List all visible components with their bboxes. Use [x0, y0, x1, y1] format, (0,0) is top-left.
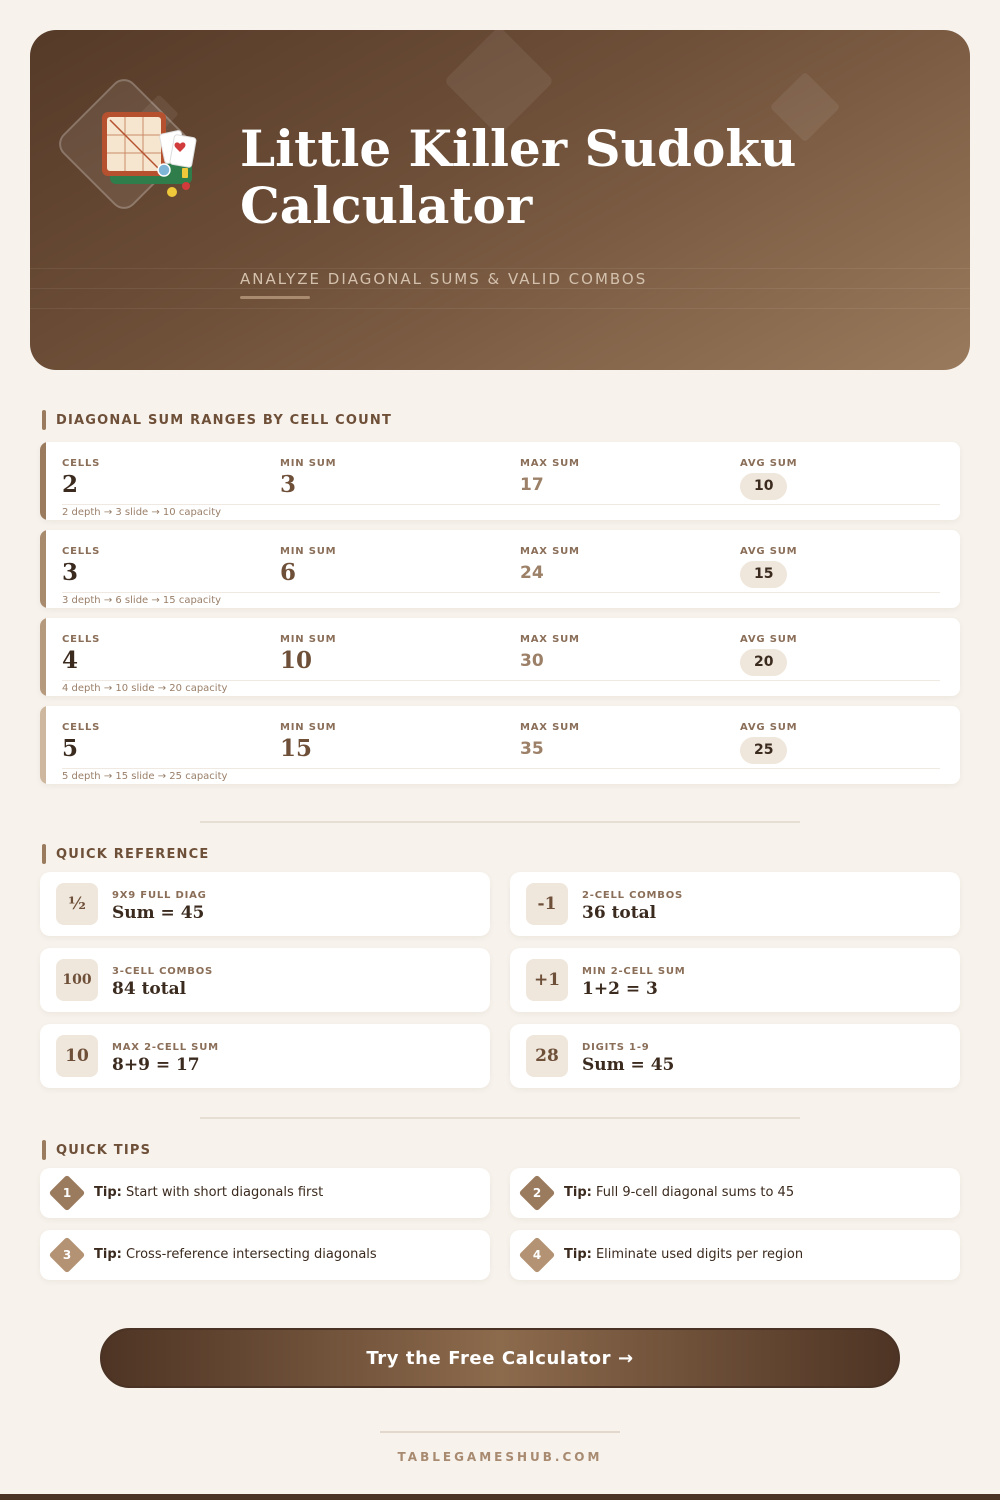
reference-icon: 28: [526, 1035, 568, 1077]
hero-line: [30, 268, 970, 269]
range-card: [40, 706, 960, 784]
tip-card: [40, 1168, 490, 1218]
cells-value: 4: [62, 647, 79, 674]
cells-col: [62, 546, 100, 586]
cells-col: [62, 722, 100, 762]
range-card: [40, 530, 960, 608]
reference-value: 84 total: [112, 979, 187, 999]
cells-label: CELLS: [62, 546, 101, 557]
tip-number-badge: [524, 1242, 550, 1268]
max-label: MAX SUM: [520, 546, 580, 557]
range-card: [40, 618, 960, 696]
cells-col: [62, 458, 100, 498]
tip-card: [510, 1230, 960, 1280]
range-card-accent: [40, 442, 46, 520]
reference-card: [510, 948, 960, 1012]
tip-number: 2: [532, 1186, 542, 1200]
reference-value: 36 total: [582, 903, 657, 923]
tip-body: Cross-reference intersecting diagonals: [125, 1247, 377, 1262]
sudoku-board-cards-icon: [92, 106, 212, 216]
max-value: 24: [520, 563, 544, 583]
min-label: MIN SUM: [280, 458, 337, 469]
reference-card: [40, 948, 490, 1012]
tip-prefix: Tip:: [564, 1185, 592, 1200]
avg-badge: 15: [740, 561, 787, 588]
tip-number: 1: [62, 1186, 72, 1200]
avg-badge: 25: [740, 737, 787, 764]
tip-body: Full 9-cell diagonal sums to 45: [595, 1185, 795, 1200]
hero-line: [30, 308, 970, 309]
range-card-accent: [40, 706, 46, 784]
tip-text: [564, 1185, 794, 1200]
avg-badge: 10: [740, 473, 787, 500]
title-line-2: Calculator: [240, 176, 533, 235]
tip-prefix: Tip:: [564, 1247, 592, 1262]
range-note: 2 depth → 3 slide → 10 capacity: [62, 507, 222, 518]
max-col: [520, 722, 580, 759]
min-label: MIN SUM: [280, 546, 337, 557]
avg-label: AVG SUM: [740, 722, 798, 733]
range-note: 4 depth → 10 slide → 20 capacity: [62, 683, 228, 694]
reference-icon: +1: [526, 959, 568, 1001]
range-card-accent: [40, 618, 46, 696]
range-divider: [62, 592, 940, 593]
min-value: 10: [280, 647, 313, 674]
cells-value: 2: [62, 471, 79, 498]
avg-col: [740, 634, 797, 676]
range-divider: [62, 680, 940, 681]
tip-text: [564, 1247, 803, 1262]
reference-label: MIN 2-CELL SUM: [582, 966, 686, 977]
reference-value: Sum = 45: [112, 903, 205, 923]
reference-value: 1+2 = 3: [582, 979, 658, 999]
tip-prefix: Tip:: [94, 1247, 122, 1262]
min-value: 6: [280, 559, 297, 586]
footer-site-link[interactable]: TABLEGAMESHUB.COM: [397, 1450, 603, 1464]
section-divider: [200, 821, 800, 823]
reference-label: 2-CELL COMBOS: [582, 890, 684, 901]
tip-prefix: Tip:: [94, 1185, 122, 1200]
cells-label: CELLS: [62, 458, 101, 469]
range-card: [40, 442, 960, 520]
reference-icon: ½: [56, 883, 98, 925]
cells-value: 5: [62, 735, 79, 762]
max-label: MAX SUM: [520, 634, 580, 645]
min-col: [280, 458, 336, 498]
reference-icon: 10: [56, 1035, 98, 1077]
max-value: 30: [520, 651, 544, 671]
max-value: 35: [520, 739, 544, 759]
footer-divider: [380, 1431, 620, 1433]
try-calculator-button[interactable]: Try the Free Calculator →: [100, 1328, 900, 1388]
min-col: [280, 634, 336, 674]
bottom-bar: [0, 1494, 1000, 1500]
range-divider: [62, 768, 940, 769]
reference-icon: -1: [526, 883, 568, 925]
cells-label: CELLS: [62, 634, 101, 645]
min-label: MIN SUM: [280, 722, 337, 733]
min-label: MIN SUM: [280, 634, 337, 645]
min-value: 3: [280, 471, 297, 498]
reference-label: MAX 2-CELL SUM: [112, 1042, 219, 1053]
reference-card: [40, 872, 490, 936]
avg-col: [740, 722, 797, 764]
avg-col: [740, 458, 797, 500]
page-title: [240, 120, 940, 234]
tips-heading: [42, 1140, 151, 1160]
min-col: [280, 722, 336, 762]
tip-number-badge: [54, 1242, 80, 1268]
reference-card: [510, 1024, 960, 1088]
tip-body: Eliminate used digits per region: [595, 1247, 804, 1262]
tip-card: [510, 1168, 960, 1218]
tip-number-badge: [524, 1180, 550, 1206]
range-note: 5 depth → 15 slide → 25 capacity: [62, 771, 228, 782]
title-line-1: Little Killer Sudoku: [240, 119, 797, 178]
tip-card: [40, 1230, 490, 1280]
ranges-heading-text: DIAGONAL SUM RANGES BY CELL COUNT: [56, 412, 393, 428]
hero-banner: [30, 30, 970, 370]
cells-value: 3: [62, 559, 79, 586]
tips-heading-text: QUICK TIPS: [56, 1142, 152, 1158]
heading-bar: [42, 1140, 46, 1160]
tip-number-badge: [54, 1180, 80, 1206]
reference-icon: 100: [56, 959, 98, 1001]
max-col: [520, 634, 580, 671]
reference-heading: [42, 844, 209, 864]
max-col: [520, 458, 580, 495]
range-note: 3 depth → 6 slide → 15 capacity: [62, 595, 222, 606]
range-card-accent: [40, 530, 46, 608]
hero-subtitle: ANALYZE DIAGONAL SUMS & VALID COMBOS: [240, 270, 648, 288]
tip-text: [94, 1247, 377, 1262]
ranges-heading: [42, 410, 392, 430]
cells-label: CELLS: [62, 722, 101, 733]
avg-col: [740, 546, 797, 588]
max-value: 17: [520, 475, 544, 495]
tip-text: [94, 1185, 323, 1200]
tip-body: Start with short diagonals first: [125, 1185, 324, 1200]
range-divider: [62, 504, 940, 505]
max-label: MAX SUM: [520, 722, 580, 733]
avg-label: AVG SUM: [740, 458, 798, 469]
hero-line: [30, 288, 970, 289]
max-label: MAX SUM: [520, 458, 580, 469]
heading-bar: [42, 410, 46, 430]
reference-value: 8+9 = 17: [112, 1055, 200, 1075]
avg-label: AVG SUM: [740, 634, 798, 645]
reference-card: [510, 872, 960, 936]
tip-number: 4: [532, 1248, 542, 1262]
section-divider: [200, 1117, 800, 1119]
min-col: [280, 546, 336, 586]
reference-value: Sum = 45: [582, 1055, 675, 1075]
reference-label: 9X9 FULL DIAG: [112, 890, 207, 901]
avg-label: AVG SUM: [740, 546, 798, 557]
reference-label: DIGITS 1-9: [582, 1042, 650, 1053]
tip-number: 3: [62, 1248, 72, 1262]
cells-col: [62, 634, 100, 674]
subtitle-underline: [240, 296, 310, 299]
reference-label: 3-CELL COMBOS: [112, 966, 214, 977]
avg-badge: 20: [740, 649, 787, 676]
max-col: [520, 546, 580, 583]
min-value: 15: [280, 735, 313, 762]
heading-bar: [42, 844, 46, 864]
reference-heading-text: QUICK REFERENCE: [56, 846, 210, 862]
reference-card: [40, 1024, 490, 1088]
